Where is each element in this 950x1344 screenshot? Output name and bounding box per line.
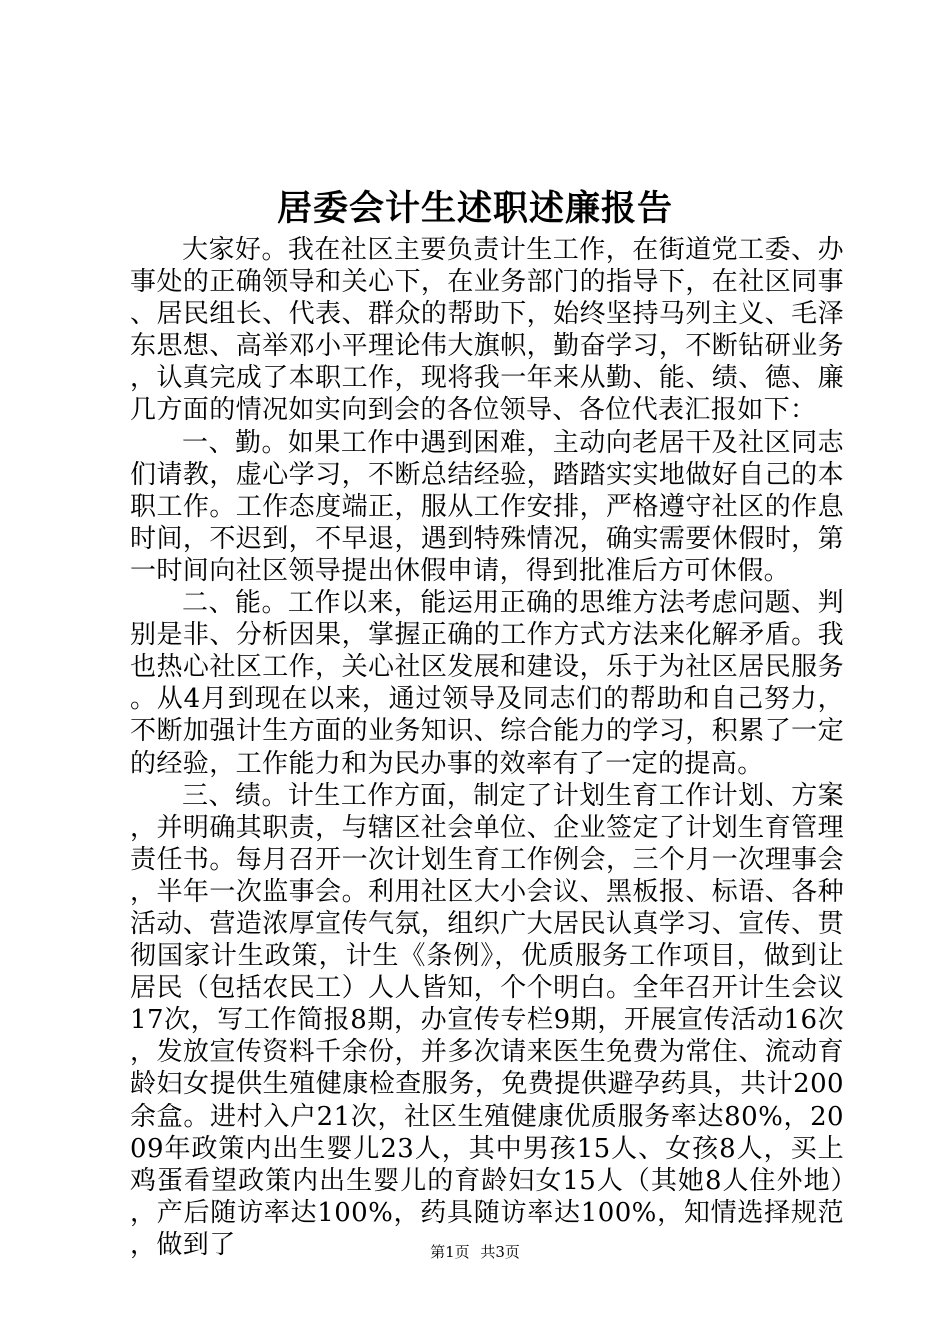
document-title: 居委会计生述职述廉报告 [276, 188, 673, 229]
page-number: 第1页 [430, 1243, 470, 1261]
page-footer [0, 1242, 950, 1262]
paragraph-ability: 二、能。工作以来，能运用正确的思维方法考虑问题、判别是非、分析因果，掌握正确的工作方式方法来化解矛盾。我也热心社区工作，关心社区发展和建设，乐于为社区居民服务。从4月到现在以来，通过领导及同志们的帮助和自己努力，不断加强计生方面的业务知识、综合能力的学习，积累了一定的经验，工作能力和为民办事的效率有了一定的提高。 [130, 588, 844, 779]
document-body [130, 234, 844, 1261]
paragraph-diligence: 一、勤。如果工作中遇到困难，主动向老居干及社区同志们请教，虚心学习，不断总结经验，踏踏实实地做好自己的本职工作。工作态度端正，服从工作安排，严格遵守社区的作息时间，不迟到，不早退，遇到特殊情况，确实需要休假时，第一时间向社区领导提出休假申请，得到批准后方可休假。 [130, 427, 844, 586]
paragraph-intro: 大家好。我在社区主要负责计生工作，在街道党工委、办事处的正确领导和关心下，在业务部门的指导下，在社区同事、居民组长、代表、群众的帮助下，始终坚持马列主义、毛泽东思想、高举邓小平理论伟大旗帜，勤奋学习，不断钻研业务，认真完成了本职工作，现将我一年来从勤、能、绩、德、廉几方面的情况如实向到会的各位领导、各位代表汇报如下： [130, 235, 844, 426]
page-total: 共3页 [480, 1243, 520, 1261]
paragraph-achievements: 三、绩。计生工作方面，制定了计划生育工作计划、方案，并明确其职责，与辖区社会单位、企业签定了计划生育管理责任书。每月召开一次计划生育工作例会，三个月一次理事会，半年一次监事会。利用社区大小会议、黑板报、标语、各种活动、营造浓厚宣传气氛，组织广大居民认真学习、宣传、贯彻国家计生政策，计生《条例》，优质服务工作项目，做到让居民（包括农民工）人人皆知，个个明白。全年召开计生会议17次，写工作简报8期，办宣传专栏9期，开展宣传活动16次，发放宣传资料千余份，并多次请来医生免费为常住、流动育龄妇女提供生殖健康检查服务，免费提供避孕药具，共计200余盒。进村入户21次，社区生殖健康优质服务率达80%，2009年政策内出生婴儿23人，其中男孩15人、女孩8人，买上鸡蛋看望政策内出生婴儿的育龄妇女15人（其她8人住外地），产后随访率达100%，药具随访率达100%，知情选择规范，做到了 [130, 780, 844, 1260]
